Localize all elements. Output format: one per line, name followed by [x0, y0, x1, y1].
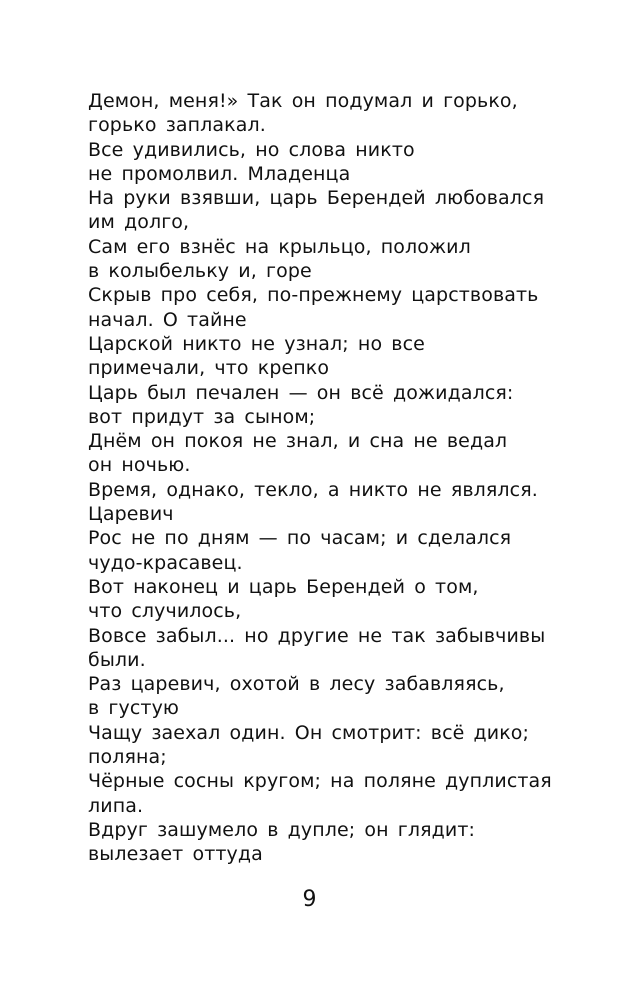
poem-line: Скрыв про себя, по-прежнему царствовать — [88, 284, 539, 307]
poem-line: Царь был печален — он всё дожидался: — [88, 381, 514, 404]
poem-line: начал. О тайне — [88, 308, 247, 331]
poem-text — [88, 89, 552, 867]
poem-line: примечали, что крепко — [88, 357, 330, 380]
poem-line: вот придут за сыном; — [88, 405, 316, 428]
poem-line: Царской никто не узнал; но все — [88, 332, 425, 355]
poem-line: Днём он покоя не знал, и сна не ведал — [88, 430, 508, 453]
poem-line: На руки взявши, царь Берендей любовался — [88, 187, 545, 210]
poem-line: Раз царевич, охотой в лесу забавляясь, — [88, 673, 505, 696]
poem-line: Время, однако, текло, а никто не являлся. — [88, 478, 538, 501]
poem-line: Вдруг зашумело в дупле; он глядит: — [88, 818, 476, 841]
poem-line: Чёрные сосны кругом; на поляне дуплистая — [88, 770, 552, 793]
poem-line: горько заплакал. — [88, 114, 266, 137]
poem-line: в густую — [88, 697, 180, 720]
poem-line: липа. — [88, 794, 144, 817]
poem-line: Царевич — [88, 503, 174, 526]
poem-line: Рос не по дням — по часам; и сделался — [88, 527, 512, 550]
poem-line: поляна; — [88, 746, 167, 769]
poem-line: Чащу заехал один. Он смотрит: всё дико; — [88, 721, 530, 744]
poem-line: им долго, — [88, 211, 190, 234]
poem-line: не промолвил. Младенца — [88, 162, 351, 185]
poem-line: Демон, меня!» Так он подумал и горько, — [88, 90, 518, 112]
poem-line: что случилось, — [88, 600, 242, 623]
poem-line: Вот наконец и царь Берендей о том, — [88, 575, 479, 598]
poem-line: Вовсе забыл... но другие не так забывчивы — [88, 624, 546, 647]
page-number: 9 — [302, 887, 317, 912]
poem-line: в колыбельку и, горе — [88, 260, 312, 283]
poem-line: Все удивились, но слова никто — [88, 138, 415, 161]
poem-line: чудо-красавец. — [88, 551, 243, 574]
poem-line: были. — [88, 648, 146, 671]
poem-line: вылезает оттуда — [88, 843, 263, 866]
poem-line: Сам его взнёс на крыльцо, положил — [88, 235, 471, 258]
poem-line: он ночью. — [88, 454, 191, 477]
